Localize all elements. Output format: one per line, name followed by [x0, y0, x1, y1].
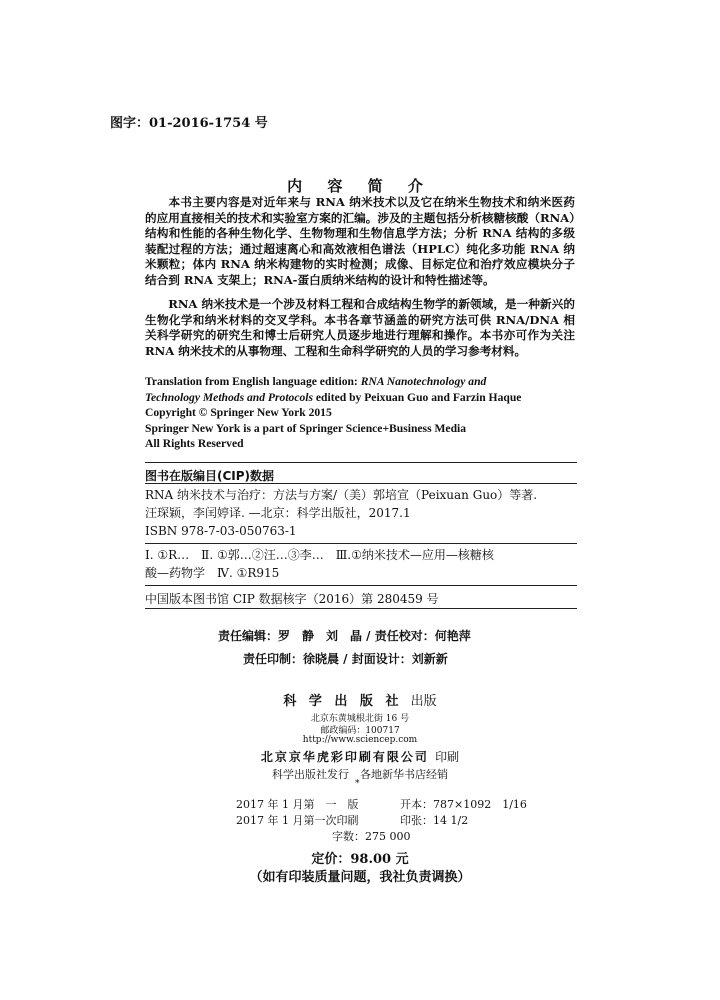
summary-paragraph-1: 本书主要内容是对近年来与 RNA 纳米技术以及它在纳米生物技术和纳米医药的应用直接相关的技术和实验室方案的汇编。涉及的主题包括分析核糖核酸（RNA）结构和性能的各种生物化学、生物物理和生物信息学方法；分析 RNA 结构的多级装配过程的方法；通过超速离心和高效液相色谱法（HPLC）纯化多功能 RNA 纳米颗粒；体内 RNA 纳米构建物的实时检测；成像、目标定位和治疗效应模块分子结合到 RNA 支架上；RNA-蛋白质纳米结构的设计和特性描述等。 — [145, 195, 575, 287]
divider-isbn — [145, 543, 577, 544]
publisher-name: 科 学 出 版 社 — [283, 694, 403, 709]
divider-cip — [145, 483, 577, 484]
divider-class — [145, 585, 577, 586]
distribution-line: 科学出版社发行 各地新华书店经销 — [272, 768, 448, 781]
publisher-address: 北京东黄城根北街 16 号 — [310, 714, 410, 724]
cip-line: ISBN 978-7-03-050763-1 — [145, 524, 297, 538]
book-title-line-2: Technology Methods and Protocols — [145, 390, 314, 404]
copyright-line: Copyright © Springer New York 2015 — [145, 406, 332, 420]
publisher-url: http://www.sciencep.com — [302, 735, 418, 745]
summary-title: 内 容 简 介 — [287, 177, 433, 195]
book-format: 开本：787×1092 1/16 — [400, 798, 527, 811]
permit-number: 图字：01-2016-1754 号 — [110, 116, 268, 131]
rights-line: All Rights Reserved — [145, 437, 244, 451]
cip-classification — [145, 546, 577, 582]
publisher-action: 出版 — [410, 694, 437, 709]
production-line: 责任印制：徐晓晨 / 封面设计：刘新新 — [243, 652, 448, 666]
summary-paragraph-2: RNA 纳米技术是一个涉及材料工程和合成结构生物学的新领域，是一种新兴的生物化学和纳米材料的交叉学科。本书各章节涵盖的研究方法可供 RNA/DNA 相关科学研究的研究生和博士后研究人员逐步地进行理解和操作。本书亦可作为关注 RNA 纳米技术的从事物理、工程和生命科学研究的人员的学习参考材料。 — [145, 297, 575, 358]
printer-line — [0, 748, 720, 765]
separator-star: * — [355, 779, 360, 789]
cip-record — [145, 486, 577, 540]
divider-bottom — [145, 608, 577, 609]
printed-sheets: 印张：14 1/2 — [400, 814, 469, 827]
edition-date: 2017 年 1 月第 一 版 — [236, 798, 359, 811]
printer-name: 北京京华虎彩印刷有限公司 — [260, 750, 429, 764]
cip-line: 汪琛颖，李闰婷译. —北京：科学出版社，2017.1 — [145, 506, 411, 520]
printer-action: 印刷 — [435, 750, 460, 764]
cip-core-number: 中国版本图书馆 CIP 数据核字（2016）第 280459 号 — [145, 592, 439, 606]
quality-note: （如有印装质量问题，我社负责调换） — [249, 870, 471, 885]
springer-line: Springer New York is a part of Springer Science+Business Media — [145, 421, 467, 435]
cip-line: RNA 纳米技术与治疗：方法与方案/（美）郭培宣（Peixuan Guo）等著. — [145, 488, 538, 502]
book-title-line-1: RNA Nanotechnology and — [360, 375, 487, 388]
price: 定价：98.00 元 — [311, 852, 409, 867]
cip-title: 图书在版编目(CIP)数据 — [145, 469, 275, 483]
translation-notice: Translation from English language edition: RNA Nanotechnology and Technology Methods and Protocols edited by Peixuan Guo and Farzin Haque Copyright © Springer New York 2015 Springer New York is a part of Springer Science+Business Media All Rights Reserved — [145, 374, 575, 452]
publisher-postcode: 邮政编码：100717 — [320, 726, 400, 736]
word-count: 字数：275 000 — [332, 830, 411, 843]
divider-top — [145, 462, 577, 463]
cip-line: Ⅰ. ①R… Ⅱ. ①郭…②汪…③李… Ⅲ.①纳米技术—应用—核糖核 — [145, 548, 494, 562]
editors-line: 责任编辑：罗 静 刘 晶 / 责任校对：何艳萍 — [218, 629, 471, 643]
cip-line: 酸—药物学 Ⅳ. ①R915 — [145, 566, 280, 580]
publisher-line — [0, 690, 720, 709]
printing-date: 2017 年 1 月第一次印刷 — [236, 814, 359, 827]
